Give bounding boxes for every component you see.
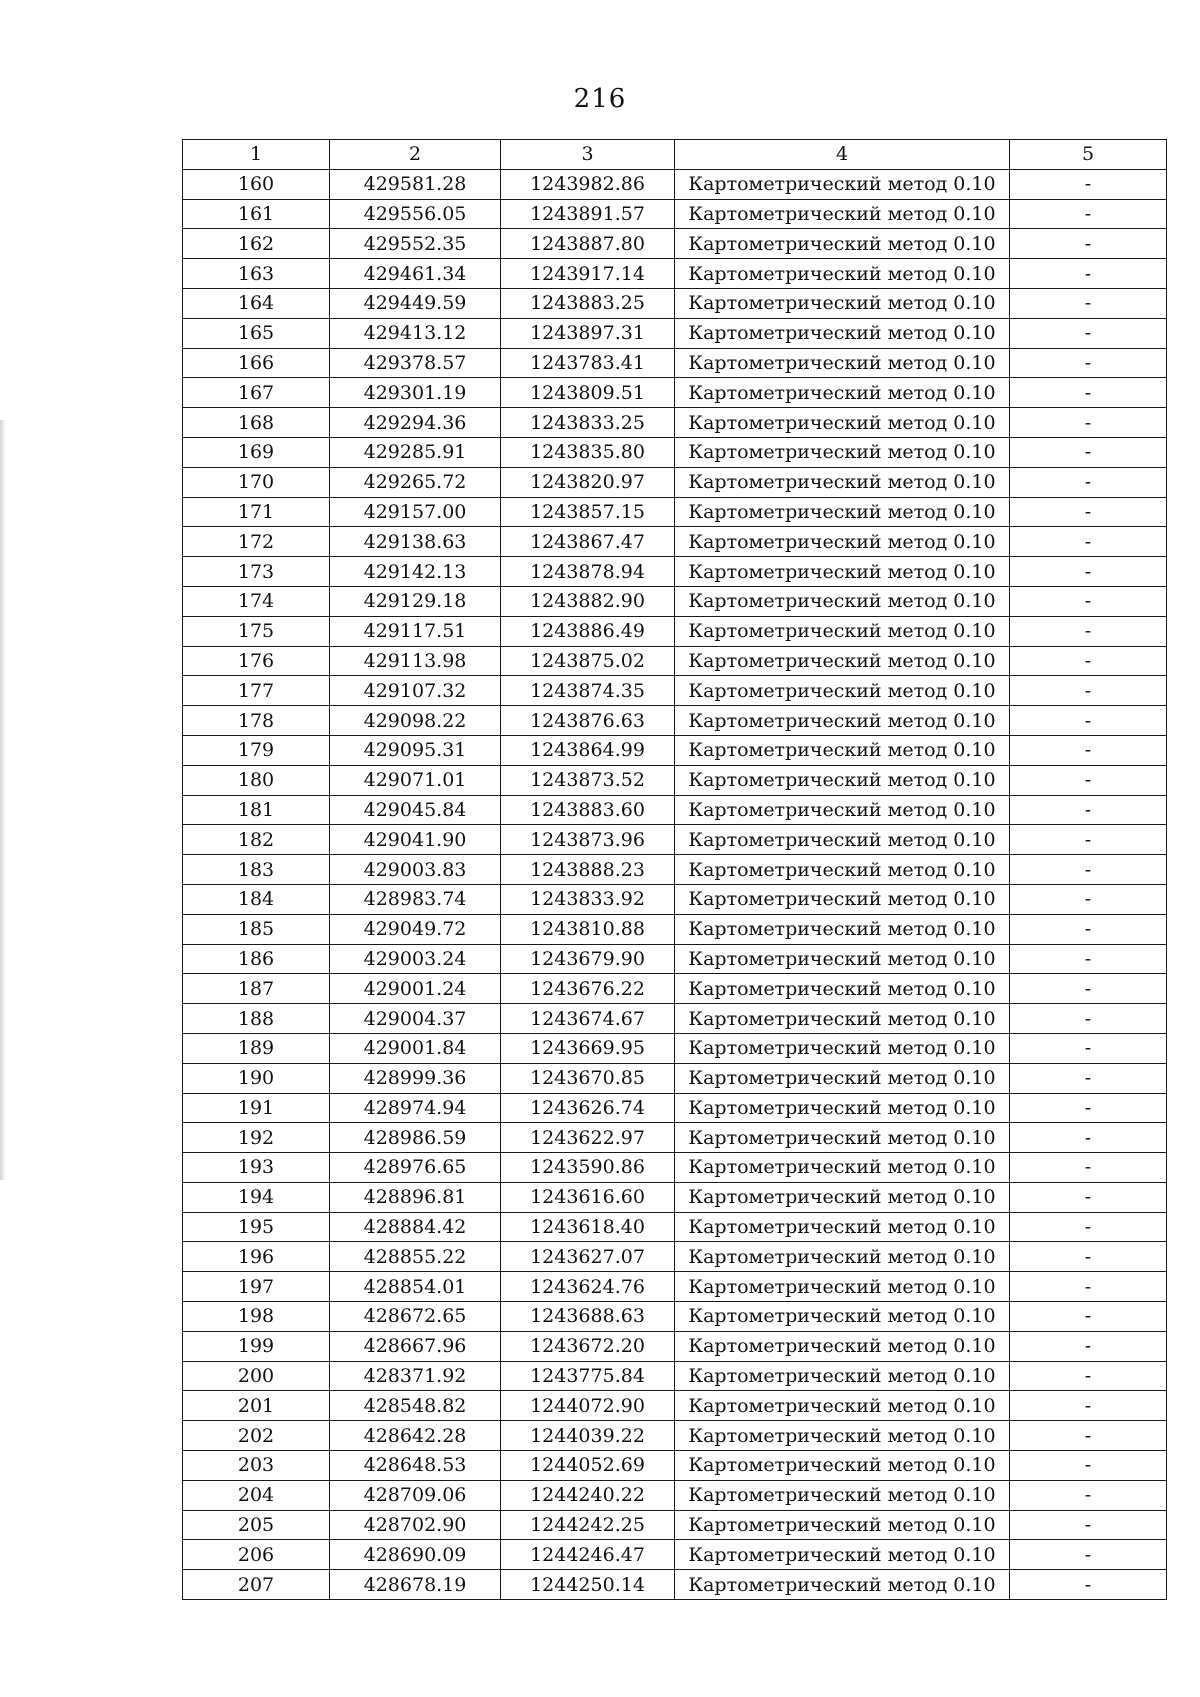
- remark-cell: -: [1010, 1153, 1167, 1183]
- remark-cell: -: [1010, 1212, 1167, 1242]
- point-number-cell: 166: [183, 348, 330, 378]
- table-row: [183, 616, 1167, 646]
- method-cell: Картометрический метод 0.10: [675, 229, 1010, 259]
- method-cell: Картометрический метод 0.10: [675, 557, 1010, 587]
- table-row: [183, 1331, 1167, 1361]
- coordinates-table: [182, 139, 1167, 1600]
- table-row: [183, 1153, 1167, 1183]
- remark-cell: -: [1010, 348, 1167, 378]
- header-col-5: 5: [1010, 140, 1167, 170]
- method-cell: Картометрический метод 0.10: [675, 318, 1010, 348]
- remark-cell: -: [1010, 437, 1167, 467]
- point-number-cell: 201: [183, 1391, 330, 1421]
- point-number-cell: 205: [183, 1510, 330, 1540]
- x-coordinate-cell: 429003.24: [330, 944, 501, 974]
- method-cell: Картометрический метод 0.10: [675, 1123, 1010, 1153]
- point-number-cell: 198: [183, 1302, 330, 1332]
- point-number-cell: 188: [183, 1004, 330, 1034]
- remark-cell: -: [1010, 229, 1167, 259]
- y-coordinate-cell: 1243626.74: [501, 1093, 675, 1123]
- table-row: [183, 1391, 1167, 1421]
- table-row: [183, 676, 1167, 706]
- point-number-cell: 206: [183, 1540, 330, 1570]
- x-coordinate-cell: 429294.36: [330, 408, 501, 438]
- remark-cell: -: [1010, 259, 1167, 289]
- point-number-cell: 174: [183, 586, 330, 616]
- x-coordinate-cell: 429004.37: [330, 1004, 501, 1034]
- y-coordinate-cell: 1243888.23: [501, 855, 675, 885]
- method-cell: Картометрический метод 0.10: [675, 1182, 1010, 1212]
- remark-cell: -: [1010, 1123, 1167, 1153]
- remark-cell: -: [1010, 855, 1167, 885]
- y-coordinate-cell: 1243876.63: [501, 706, 675, 736]
- method-cell: Картометрический метод 0.10: [675, 1421, 1010, 1451]
- table-row: [183, 765, 1167, 795]
- header-col-1: 1: [183, 140, 330, 170]
- table-row: [183, 1421, 1167, 1451]
- method-cell: Картометрический метод 0.10: [675, 408, 1010, 438]
- x-coordinate-cell: 429129.18: [330, 586, 501, 616]
- point-number-cell: 179: [183, 735, 330, 765]
- remark-cell: -: [1010, 1451, 1167, 1481]
- x-coordinate-cell: 428983.74: [330, 884, 501, 914]
- table-row: [183, 586, 1167, 616]
- remark-cell: -: [1010, 318, 1167, 348]
- remark-cell: -: [1010, 378, 1167, 408]
- remark-cell: -: [1010, 944, 1167, 974]
- remark-cell: -: [1010, 884, 1167, 914]
- x-coordinate-cell: 429581.28: [330, 169, 501, 199]
- x-coordinate-cell: 429301.19: [330, 378, 501, 408]
- y-coordinate-cell: 1244242.25: [501, 1510, 675, 1540]
- x-coordinate-cell: 429378.57: [330, 348, 501, 378]
- x-coordinate-cell: 429117.51: [330, 616, 501, 646]
- x-coordinate-cell: 428678.19: [330, 1570, 501, 1600]
- method-cell: Картометрический метод 0.10: [675, 527, 1010, 557]
- x-coordinate-cell: 429449.59: [330, 288, 501, 318]
- remark-cell: -: [1010, 676, 1167, 706]
- method-cell: Картометрический метод 0.10: [675, 676, 1010, 706]
- table-row: [183, 795, 1167, 825]
- x-coordinate-cell: 428642.28: [330, 1421, 501, 1451]
- point-number-cell: 175: [183, 616, 330, 646]
- y-coordinate-cell: 1243882.90: [501, 586, 675, 616]
- remark-cell: -: [1010, 1331, 1167, 1361]
- method-cell: Картометрический метод 0.10: [675, 1272, 1010, 1302]
- table-row: [183, 884, 1167, 914]
- y-coordinate-cell: 1243891.57: [501, 199, 675, 229]
- y-coordinate-cell: 1244052.69: [501, 1451, 675, 1481]
- x-coordinate-cell: 428709.06: [330, 1480, 501, 1510]
- remark-cell: -: [1010, 169, 1167, 199]
- table-row: [183, 259, 1167, 289]
- point-number-cell: 168: [183, 408, 330, 438]
- y-coordinate-cell: 1243878.94: [501, 557, 675, 587]
- y-coordinate-cell: 1243857.15: [501, 497, 675, 527]
- point-number-cell: 184: [183, 884, 330, 914]
- header-col-3: 3: [501, 140, 675, 170]
- method-cell: Картометрический метод 0.10: [675, 169, 1010, 199]
- method-cell: Картометрический метод 0.10: [675, 795, 1010, 825]
- header-col-2: 2: [330, 140, 501, 170]
- method-cell: Картометрический метод 0.10: [675, 1242, 1010, 1272]
- x-coordinate-cell: 429552.35: [330, 229, 501, 259]
- y-coordinate-cell: 1243590.86: [501, 1153, 675, 1183]
- remark-cell: -: [1010, 1510, 1167, 1540]
- remark-cell: -: [1010, 1063, 1167, 1093]
- y-coordinate-cell: 1243618.40: [501, 1212, 675, 1242]
- method-cell: Картометрический метод 0.10: [675, 1331, 1010, 1361]
- method-cell: Картометрический метод 0.10: [675, 259, 1010, 289]
- x-coordinate-cell: 429001.84: [330, 1033, 501, 1063]
- y-coordinate-cell: 1243886.49: [501, 616, 675, 646]
- x-coordinate-cell: 428648.53: [330, 1451, 501, 1481]
- remark-cell: -: [1010, 1272, 1167, 1302]
- table-row: [183, 1302, 1167, 1332]
- remark-cell: -: [1010, 1391, 1167, 1421]
- y-coordinate-cell: 1243810.88: [501, 914, 675, 944]
- method-cell: Картометрический метод 0.10: [675, 616, 1010, 646]
- table-row: [183, 1272, 1167, 1302]
- y-coordinate-cell: 1243676.22: [501, 974, 675, 1004]
- table-header: [183, 140, 1167, 170]
- remark-cell: -: [1010, 557, 1167, 587]
- remark-cell: -: [1010, 735, 1167, 765]
- y-coordinate-cell: 1243622.97: [501, 1123, 675, 1153]
- method-cell: Картометрический метод 0.10: [675, 1093, 1010, 1123]
- point-number-cell: 167: [183, 378, 330, 408]
- x-coordinate-cell: 429049.72: [330, 914, 501, 944]
- point-number-cell: 200: [183, 1361, 330, 1391]
- x-coordinate-cell: 429285.91: [330, 437, 501, 467]
- method-cell: Картометрический метод 0.10: [675, 199, 1010, 229]
- header-col-4: 4: [675, 140, 1010, 170]
- y-coordinate-cell: 1243674.67: [501, 1004, 675, 1034]
- y-coordinate-cell: 1243679.90: [501, 944, 675, 974]
- x-coordinate-cell: 429461.34: [330, 259, 501, 289]
- y-coordinate-cell: 1243820.97: [501, 467, 675, 497]
- method-cell: Картометрический метод 0.10: [675, 586, 1010, 616]
- x-coordinate-cell: 428702.90: [330, 1510, 501, 1540]
- table-row: [183, 1242, 1167, 1272]
- method-cell: Картометрический метод 0.10: [675, 1302, 1010, 1332]
- y-coordinate-cell: 1243669.95: [501, 1033, 675, 1063]
- table-row: [183, 1451, 1167, 1481]
- point-number-cell: 199: [183, 1331, 330, 1361]
- method-cell: Картометрический метод 0.10: [675, 288, 1010, 318]
- x-coordinate-cell: 429556.05: [330, 199, 501, 229]
- y-coordinate-cell: 1243670.85: [501, 1063, 675, 1093]
- method-cell: Картометрический метод 0.10: [675, 1540, 1010, 1570]
- y-coordinate-cell: 1243874.35: [501, 676, 675, 706]
- x-coordinate-cell: 428884.42: [330, 1212, 501, 1242]
- table-row: [183, 288, 1167, 318]
- table-row: [183, 437, 1167, 467]
- point-number-cell: 164: [183, 288, 330, 318]
- remark-cell: -: [1010, 1421, 1167, 1451]
- x-coordinate-cell: 428896.81: [330, 1182, 501, 1212]
- x-coordinate-cell: 428855.22: [330, 1242, 501, 1272]
- method-cell: Картометрический метод 0.10: [675, 1212, 1010, 1242]
- remark-cell: -: [1010, 408, 1167, 438]
- method-cell: Картометрический метод 0.10: [675, 1570, 1010, 1600]
- method-cell: Картометрический метод 0.10: [675, 1004, 1010, 1034]
- remark-cell: -: [1010, 765, 1167, 795]
- point-number-cell: 203: [183, 1451, 330, 1481]
- table-row: [183, 408, 1167, 438]
- y-coordinate-cell: 1243835.80: [501, 437, 675, 467]
- point-number-cell: 193: [183, 1153, 330, 1183]
- remark-cell: -: [1010, 914, 1167, 944]
- point-number-cell: 182: [183, 825, 330, 855]
- remark-cell: -: [1010, 1570, 1167, 1600]
- y-coordinate-cell: 1243783.41: [501, 348, 675, 378]
- method-cell: Картометрический метод 0.10: [675, 1451, 1010, 1481]
- point-number-cell: 160: [183, 169, 330, 199]
- remark-cell: -: [1010, 467, 1167, 497]
- x-coordinate-cell: 428672.65: [330, 1302, 501, 1332]
- y-coordinate-cell: 1243982.86: [501, 169, 675, 199]
- y-coordinate-cell: 1243867.47: [501, 527, 675, 557]
- remark-cell: -: [1010, 616, 1167, 646]
- x-coordinate-cell: 429003.83: [330, 855, 501, 885]
- x-coordinate-cell: 429142.13: [330, 557, 501, 587]
- x-coordinate-cell: 429045.84: [330, 795, 501, 825]
- table-body: [183, 169, 1167, 1599]
- x-coordinate-cell: 428986.59: [330, 1123, 501, 1153]
- point-number-cell: 196: [183, 1242, 330, 1272]
- remark-cell: -: [1010, 497, 1167, 527]
- point-number-cell: 172: [183, 527, 330, 557]
- y-coordinate-cell: 1243883.60: [501, 795, 675, 825]
- point-number-cell: 169: [183, 437, 330, 467]
- header-row: [183, 140, 1167, 170]
- remark-cell: -: [1010, 199, 1167, 229]
- table-row: [183, 825, 1167, 855]
- table-row: [183, 318, 1167, 348]
- point-number-cell: 191: [183, 1093, 330, 1123]
- method-cell: Картометрический метод 0.10: [675, 1361, 1010, 1391]
- point-number-cell: 195: [183, 1212, 330, 1242]
- y-coordinate-cell: 1243627.07: [501, 1242, 675, 1272]
- method-cell: Картометрический метод 0.10: [675, 348, 1010, 378]
- y-coordinate-cell: 1243688.63: [501, 1302, 675, 1332]
- table-row: [183, 1033, 1167, 1063]
- point-number-cell: 181: [183, 795, 330, 825]
- point-number-cell: 170: [183, 467, 330, 497]
- table-row: [183, 735, 1167, 765]
- point-number-cell: 178: [183, 706, 330, 736]
- y-coordinate-cell: 1244246.47: [501, 1540, 675, 1570]
- x-coordinate-cell: 428548.82: [330, 1391, 501, 1421]
- table-row: [183, 1212, 1167, 1242]
- y-coordinate-cell: 1244250.14: [501, 1570, 675, 1600]
- table-row: [183, 974, 1167, 1004]
- method-cell: Картометрический метод 0.10: [675, 646, 1010, 676]
- method-cell: Картометрический метод 0.10: [675, 1480, 1010, 1510]
- point-number-cell: 183: [183, 855, 330, 885]
- point-number-cell: 202: [183, 1421, 330, 1451]
- table-row: [183, 855, 1167, 885]
- table-row: [183, 1123, 1167, 1153]
- y-coordinate-cell: 1243883.25: [501, 288, 675, 318]
- x-coordinate-cell: 428854.01: [330, 1272, 501, 1302]
- x-coordinate-cell: 429265.72: [330, 467, 501, 497]
- remark-cell: -: [1010, 1361, 1167, 1391]
- table-row: [183, 1570, 1167, 1600]
- remark-cell: -: [1010, 1242, 1167, 1272]
- table-row: [183, 1182, 1167, 1212]
- table-row: [183, 944, 1167, 974]
- table-row: [183, 1480, 1167, 1510]
- point-number-cell: 204: [183, 1480, 330, 1510]
- table-row: [183, 646, 1167, 676]
- point-number-cell: 162: [183, 229, 330, 259]
- remark-cell: -: [1010, 1004, 1167, 1034]
- table-row: [183, 914, 1167, 944]
- point-number-cell: 187: [183, 974, 330, 1004]
- table-row: [183, 229, 1167, 259]
- remark-cell: -: [1010, 1093, 1167, 1123]
- y-coordinate-cell: 1243875.02: [501, 646, 675, 676]
- y-coordinate-cell: 1243624.76: [501, 1272, 675, 1302]
- remark-cell: -: [1010, 1540, 1167, 1570]
- method-cell: Картометрический метод 0.10: [675, 1033, 1010, 1063]
- table-row: [183, 1093, 1167, 1123]
- y-coordinate-cell: 1244240.22: [501, 1480, 675, 1510]
- point-number-cell: 165: [183, 318, 330, 348]
- method-cell: Картометрический метод 0.10: [675, 1391, 1010, 1421]
- x-coordinate-cell: 429113.98: [330, 646, 501, 676]
- y-coordinate-cell: 1243616.60: [501, 1182, 675, 1212]
- y-coordinate-cell: 1243873.52: [501, 765, 675, 795]
- method-cell: Картометрический метод 0.10: [675, 706, 1010, 736]
- remark-cell: -: [1010, 288, 1167, 318]
- method-cell: Картометрический метод 0.10: [675, 884, 1010, 914]
- x-coordinate-cell: 429413.12: [330, 318, 501, 348]
- method-cell: Картометрический метод 0.10: [675, 974, 1010, 1004]
- page-number: 216: [573, 84, 627, 114]
- remark-cell: -: [1010, 1033, 1167, 1063]
- method-cell: Картометрический метод 0.10: [675, 944, 1010, 974]
- x-coordinate-cell: 428999.36: [330, 1063, 501, 1093]
- table-row: [183, 348, 1167, 378]
- remark-cell: -: [1010, 825, 1167, 855]
- point-number-cell: 192: [183, 1123, 330, 1153]
- method-cell: Картометрический метод 0.10: [675, 914, 1010, 944]
- remark-cell: -: [1010, 586, 1167, 616]
- y-coordinate-cell: 1243897.31: [501, 318, 675, 348]
- point-number-cell: 194: [183, 1182, 330, 1212]
- table-row: [183, 1004, 1167, 1034]
- table-row: [183, 497, 1167, 527]
- method-cell: Картометрический метод 0.10: [675, 467, 1010, 497]
- point-number-cell: 177: [183, 676, 330, 706]
- point-number-cell: 185: [183, 914, 330, 944]
- remark-cell: -: [1010, 795, 1167, 825]
- remark-cell: -: [1010, 706, 1167, 736]
- method-cell: Картометрический метод 0.10: [675, 825, 1010, 855]
- y-coordinate-cell: 1243873.96: [501, 825, 675, 855]
- remark-cell: -: [1010, 974, 1167, 1004]
- point-number-cell: 171: [183, 497, 330, 527]
- y-coordinate-cell: 1243833.92: [501, 884, 675, 914]
- method-cell: Картометрический метод 0.10: [675, 855, 1010, 885]
- table-row: [183, 1540, 1167, 1570]
- table-row: [183, 706, 1167, 736]
- table-row: [183, 199, 1167, 229]
- point-number-cell: 173: [183, 557, 330, 587]
- x-coordinate-cell: 429138.63: [330, 527, 501, 557]
- y-coordinate-cell: 1243775.84: [501, 1361, 675, 1391]
- point-number-cell: 207: [183, 1570, 330, 1600]
- point-number-cell: 176: [183, 646, 330, 676]
- point-number-cell: 161: [183, 199, 330, 229]
- method-cell: Картометрический метод 0.10: [675, 378, 1010, 408]
- y-coordinate-cell: 1243809.51: [501, 378, 675, 408]
- point-number-cell: 197: [183, 1272, 330, 1302]
- remark-cell: -: [1010, 1302, 1167, 1332]
- x-coordinate-cell: 428690.09: [330, 1540, 501, 1570]
- x-coordinate-cell: 428976.65: [330, 1153, 501, 1183]
- x-coordinate-cell: 429098.22: [330, 706, 501, 736]
- method-cell: Картометрический метод 0.10: [675, 735, 1010, 765]
- point-number-cell: 186: [183, 944, 330, 974]
- y-coordinate-cell: 1244039.22: [501, 1421, 675, 1451]
- remark-cell: -: [1010, 1182, 1167, 1212]
- method-cell: Картометрический метод 0.10: [675, 497, 1010, 527]
- method-cell: Картометрический метод 0.10: [675, 1510, 1010, 1540]
- table-row: [183, 557, 1167, 587]
- table-row: [183, 169, 1167, 199]
- x-coordinate-cell: 428371.92: [330, 1361, 501, 1391]
- method-cell: Картометрический метод 0.10: [675, 1153, 1010, 1183]
- table-row: [183, 378, 1167, 408]
- table-row: [183, 1063, 1167, 1093]
- method-cell: Картометрический метод 0.10: [675, 765, 1010, 795]
- table-row: [183, 467, 1167, 497]
- point-number-cell: 180: [183, 765, 330, 795]
- remark-cell: -: [1010, 527, 1167, 557]
- x-coordinate-cell: 428974.94: [330, 1093, 501, 1123]
- remark-cell: -: [1010, 1480, 1167, 1510]
- x-coordinate-cell: 429095.31: [330, 735, 501, 765]
- table-row: [183, 1361, 1167, 1391]
- x-coordinate-cell: 428667.96: [330, 1331, 501, 1361]
- y-coordinate-cell: 1243672.20: [501, 1331, 675, 1361]
- x-coordinate-cell: 429041.90: [330, 825, 501, 855]
- table-row: [183, 1510, 1167, 1540]
- point-number-cell: 163: [183, 259, 330, 289]
- y-coordinate-cell: 1243917.14: [501, 259, 675, 289]
- x-coordinate-cell: 429071.01: [330, 765, 501, 795]
- x-coordinate-cell: 429157.00: [330, 497, 501, 527]
- scan-edge-shadow: [0, 420, 6, 1180]
- table-row: [183, 527, 1167, 557]
- remark-cell: -: [1010, 646, 1167, 676]
- y-coordinate-cell: 1244072.90: [501, 1391, 675, 1421]
- y-coordinate-cell: 1243887.80: [501, 229, 675, 259]
- y-coordinate-cell: 1243864.99: [501, 735, 675, 765]
- method-cell: Картометрический метод 0.10: [675, 437, 1010, 467]
- point-number-cell: 189: [183, 1033, 330, 1063]
- y-coordinate-cell: 1243833.25: [501, 408, 675, 438]
- x-coordinate-cell: 429107.32: [330, 676, 501, 706]
- x-coordinate-cell: 429001.24: [330, 974, 501, 1004]
- point-number-cell: 190: [183, 1063, 330, 1093]
- method-cell: Картометрический метод 0.10: [675, 1063, 1010, 1093]
